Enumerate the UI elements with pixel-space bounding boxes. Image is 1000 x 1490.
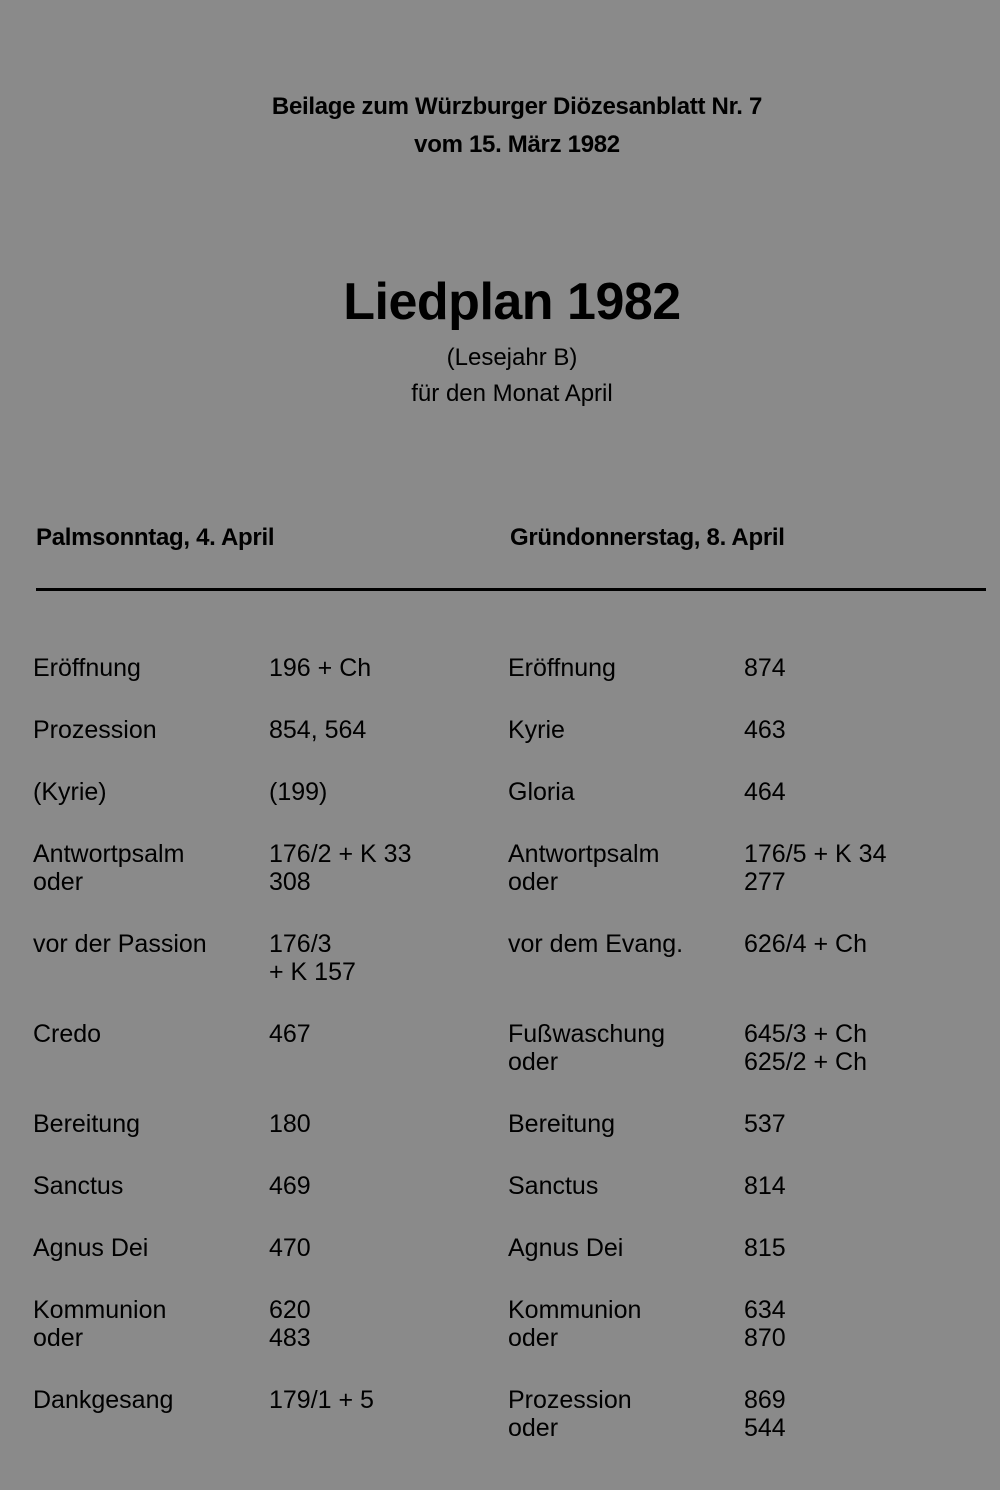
song-number — [269, 1234, 503, 1262]
liturgy-part-label — [33, 1296, 269, 1352]
liturgy-row — [33, 778, 503, 806]
liturgy-part-label — [33, 716, 269, 744]
liturgy-part-label — [508, 1110, 744, 1138]
song-number — [744, 1110, 978, 1138]
song-number-text: 625/2 + Ch — [744, 1048, 868, 1076]
liturgy-row — [508, 778, 978, 806]
heading-palmsonntag: Palmsonntag, 4. April — [36, 524, 275, 551]
liturgy-row — [33, 930, 503, 986]
liturgy-part-text: Eröffnung — [508, 654, 616, 682]
liturgy-part-label — [33, 1110, 269, 1138]
liturgy-part-label — [508, 1020, 744, 1076]
liturgy-part-label — [33, 1386, 269, 1414]
song-number — [744, 654, 978, 682]
subtitle-line-1: (Lesejahr B) — [446, 344, 578, 371]
liturgy-part-text: (Kyrie) — [33, 778, 107, 806]
liturgy-part-label — [508, 778, 744, 806]
song-number-text: 467 — [269, 1020, 311, 1048]
song-number — [269, 1020, 503, 1048]
liturgy-part-text: Kyrie — [508, 716, 565, 744]
liturgy-row — [33, 716, 503, 744]
liturgy-part-text: Gloria — [508, 778, 575, 806]
liturgy-row — [33, 1020, 503, 1048]
song-number-text: 176/5 + K 34 — [744, 840, 887, 868]
liturgy-part-text: Antwortpsalm — [508, 840, 660, 868]
subtitle-line-2: für den Monat April — [411, 380, 613, 407]
song-number — [744, 840, 978, 896]
liturgy-part-text: oder — [33, 1324, 84, 1352]
song-number-text: 180 — [269, 1110, 311, 1138]
liturgy-row — [508, 840, 978, 896]
song-number — [744, 1386, 978, 1442]
liturgy-part-text: Fußwaschung — [508, 1020, 666, 1048]
liturgy-part-text: Kommunion — [33, 1296, 167, 1324]
liturgy-row — [508, 654, 978, 682]
liturgy-part-text: Antwortpsalm — [33, 840, 185, 868]
header-divider — [36, 588, 986, 591]
liturgy-part-text: vor dem Evang. — [508, 930, 684, 958]
song-number — [269, 654, 503, 682]
song-number-text: 179/1 + 5 — [269, 1386, 374, 1414]
song-number-text: 308 — [269, 868, 311, 896]
liturgy-row — [508, 1386, 978, 1442]
column-palmsonntag — [33, 654, 503, 1414]
song-number — [744, 1020, 978, 1076]
liturgy-row — [33, 1386, 503, 1414]
heading-gruendonnerstag: Gründonnerstag, 8. April — [510, 524, 785, 551]
song-number-text: 463 — [744, 716, 786, 744]
liturgy-row — [508, 1296, 978, 1352]
song-number-text: 874 — [744, 654, 786, 682]
liturgy-part-text: oder — [508, 1324, 559, 1352]
liturgy-part-text: Agnus Dei — [33, 1234, 149, 1262]
liturgy-row — [508, 716, 978, 744]
song-number-text: 854, 564 — [269, 716, 367, 744]
song-number — [269, 778, 503, 806]
liturgy-part-label — [33, 840, 269, 896]
liturgy-part-text: vor der Passion — [33, 930, 207, 958]
song-number — [744, 1234, 978, 1262]
liturgy-row — [508, 1172, 978, 1200]
song-number-text: 176/2 + K 33 — [269, 840, 412, 868]
liturgy-row — [508, 1020, 978, 1076]
page-title: Liedplan 1982 — [343, 273, 681, 331]
liturgy-row — [508, 930, 978, 958]
liturgy-part-label — [508, 1234, 744, 1262]
song-number — [269, 1172, 503, 1200]
liturgy-part-label — [33, 1234, 269, 1262]
supplement-line-1: Beilage zum Würzburger Diözesanblatt Nr. 7 — [271, 93, 763, 120]
song-number-text: 464 — [744, 778, 786, 806]
liturgy-row — [508, 1110, 978, 1138]
supplement-line-2: vom 15. März 1982 — [414, 131, 620, 158]
song-number-text: 196 + Ch — [269, 654, 372, 682]
liturgy-part-text: Eröffnung — [33, 654, 141, 682]
liturgy-part-text: oder — [508, 1048, 559, 1076]
song-number-text: 277 — [744, 868, 786, 896]
column-gruendonnerstag — [508, 654, 978, 1442]
liturgy-part-text: oder — [508, 868, 559, 896]
liturgy-row — [33, 1296, 503, 1352]
liturgy-part-label — [33, 1020, 269, 1048]
song-number-text: 483 — [269, 1324, 311, 1352]
song-number — [269, 716, 503, 744]
liturgy-row — [33, 654, 503, 682]
song-number-text: 869 — [744, 1386, 786, 1414]
song-number-text: 537 — [744, 1110, 786, 1138]
song-number-text: 544 — [744, 1414, 786, 1442]
liturgy-row — [33, 840, 503, 896]
liturgy-part-label — [508, 654, 744, 682]
liturgy-part-text: oder — [508, 1414, 559, 1442]
song-number-text: 814 — [744, 1172, 786, 1200]
song-number-text: + K 157 — [269, 958, 356, 986]
song-number — [744, 778, 978, 806]
liturgy-part-label — [508, 1296, 744, 1352]
liturgy-part-label — [33, 778, 269, 806]
subtitle — [0, 340, 1000, 412]
liturgy-row — [508, 1234, 978, 1262]
song-number — [269, 1386, 503, 1414]
liturgy-part-label — [33, 930, 269, 986]
liturgy-part-label — [33, 1172, 269, 1200]
liturgy-part-label — [508, 1386, 744, 1442]
liturgy-part-text: Agnus Dei — [508, 1234, 624, 1262]
liturgy-part-label — [33, 654, 269, 682]
liturgy-row — [33, 1172, 503, 1200]
liturgy-part-text: Dankgesang — [33, 1386, 174, 1414]
liturgy-part-text: Sanctus — [508, 1172, 599, 1200]
song-number — [744, 1172, 978, 1200]
song-number-text: 815 — [744, 1234, 786, 1262]
liturgy-part-label — [508, 716, 744, 744]
song-number — [269, 1110, 503, 1138]
liturgy-part-text: Bereitung — [508, 1110, 616, 1138]
supplement-note — [0, 88, 1000, 164]
liturgy-part-label — [508, 840, 744, 896]
song-number — [269, 1296, 503, 1352]
liturgy-part-label — [508, 930, 744, 958]
song-number-text: 469 — [269, 1172, 311, 1200]
song-number — [269, 840, 503, 896]
liturgy-part-text: Prozession — [33, 716, 157, 744]
song-number — [744, 930, 978, 958]
liturgy-part-text: oder — [33, 868, 84, 896]
liturgy-part-text: Prozession — [508, 1386, 632, 1414]
liturgy-row — [33, 1234, 503, 1262]
song-number-text: 626/4 + Ch — [744, 930, 868, 958]
song-number-text: 634 — [744, 1296, 786, 1324]
song-number-text: (199) — [269, 778, 328, 806]
liturgy-part-text: Credo — [33, 1020, 102, 1048]
liturgy-row — [33, 1110, 503, 1138]
liturgy-part-text: Sanctus — [33, 1172, 124, 1200]
song-number — [269, 930, 503, 986]
song-number — [744, 716, 978, 744]
song-number-text: 470 — [269, 1234, 311, 1262]
liturgy-part-text: Kommunion — [508, 1296, 642, 1324]
song-number-text: 176/3 — [269, 930, 332, 958]
song-number-text: 645/3 + Ch — [744, 1020, 868, 1048]
song-number — [744, 1296, 978, 1352]
liturgy-part-text: Bereitung — [33, 1110, 141, 1138]
liturgy-part-label — [508, 1172, 744, 1200]
song-number-text: 870 — [744, 1324, 786, 1352]
song-number-text: 620 — [269, 1296, 311, 1324]
